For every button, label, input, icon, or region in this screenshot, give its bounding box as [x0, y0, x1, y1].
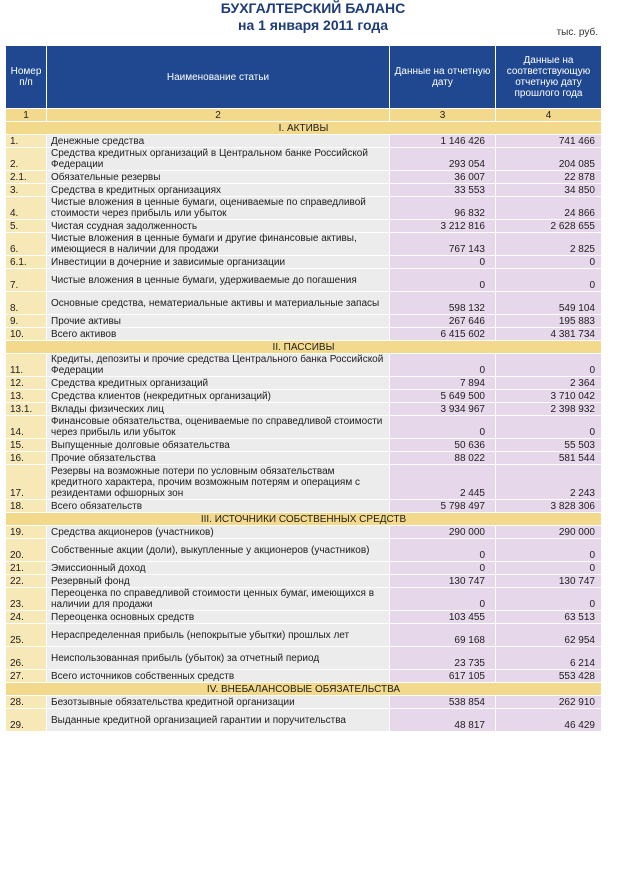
table-row	[6, 256, 602, 269]
table-row	[6, 526, 602, 539]
row-previous-value: 0	[496, 588, 602, 611]
row-current-value: 2 445	[390, 465, 496, 500]
row-previous-value: 2 628 655	[496, 220, 602, 233]
row-number: 6.	[6, 233, 47, 256]
row-name: Средства акционеров (участников)	[47, 526, 390, 539]
row-name: Обязательные резервы	[47, 171, 390, 184]
section-title: I. АКТИВЫ	[6, 122, 602, 135]
table-row	[6, 588, 602, 611]
row-number: 6.1.	[6, 256, 47, 269]
row-previous-value: 553 428	[496, 670, 602, 683]
row-number: 18.	[6, 500, 47, 513]
row-previous-value: 63 513	[496, 611, 602, 624]
row-name: Выпущенные долговые обязательства	[47, 439, 390, 452]
row-current-value: 0	[390, 416, 496, 439]
row-name: Основные средства, нематериальные активы и материальные запасы	[47, 292, 390, 315]
table-row	[6, 354, 602, 377]
row-previous-value: 130 747	[496, 575, 602, 588]
table-row	[6, 377, 602, 390]
row-previous-value: 262 910	[496, 696, 602, 709]
row-current-value: 5 798 497	[390, 500, 496, 513]
row-name: Безотзывные обязательства кредитной организации	[47, 696, 390, 709]
row-current-value: 88 022	[390, 452, 496, 465]
row-name: Собственные акции (доли), выкупленные у акционеров (участников)	[47, 539, 390, 562]
row-number: 28.	[6, 696, 47, 709]
row-name: Инвестиции в дочерние и зависимые организации	[47, 256, 390, 269]
col-number: 1	[6, 109, 47, 122]
row-previous-value: 204 085	[496, 148, 602, 171]
row-number: 23.	[6, 588, 47, 611]
section-header	[6, 122, 602, 135]
row-number: 27.	[6, 670, 47, 683]
row-number: 16.	[6, 452, 47, 465]
row-previous-value: 0	[496, 354, 602, 377]
row-number: 12.	[6, 377, 47, 390]
row-name: Резервный фонд	[47, 575, 390, 588]
header-current: Данные на отчетную дату	[390, 46, 496, 109]
row-previous-value: 0	[496, 269, 602, 292]
row-number: 10.	[6, 328, 47, 341]
row-previous-value: 2 825	[496, 233, 602, 256]
row-previous-value: 4 381 734	[496, 328, 602, 341]
row-current-value: 290 000	[390, 526, 496, 539]
row-number: 24.	[6, 611, 47, 624]
row-name: Средства в кредитных организациях	[47, 184, 390, 197]
row-previous-value: 290 000	[496, 526, 602, 539]
row-name: Нераспределенная прибыль (непокрытые убытки) прошлых лет	[47, 624, 390, 647]
table-row	[6, 135, 602, 148]
row-name: Средства клиентов (некредитных организаций)	[47, 390, 390, 403]
row-number: 9.	[6, 315, 47, 328]
row-name: Эмиссионный доход	[47, 562, 390, 575]
row-previous-value: 62 954	[496, 624, 602, 647]
row-previous-value: 0	[496, 256, 602, 269]
row-number: 25.	[6, 624, 47, 647]
row-current-value: 3 934 967	[390, 403, 496, 416]
table-row	[6, 647, 602, 670]
section-header	[6, 341, 602, 354]
row-previous-value: 0	[496, 416, 602, 439]
table-row	[6, 148, 602, 171]
row-name: Прочие активы	[47, 315, 390, 328]
row-number: 26.	[6, 647, 47, 670]
unit-label: тыс. руб.	[556, 27, 598, 38]
row-current-value: 598 132	[390, 292, 496, 315]
row-previous-value: 0	[496, 562, 602, 575]
row-previous-value: 22 878	[496, 171, 602, 184]
column-number-row	[6, 109, 602, 122]
row-previous-value: 6 214	[496, 647, 602, 670]
table-row	[6, 315, 602, 328]
section-title: II. ПАССИВЫ	[6, 341, 602, 354]
row-name: Всего активов	[47, 328, 390, 341]
table-row	[6, 670, 602, 683]
col-number: 2	[47, 109, 390, 122]
table-row	[6, 269, 602, 292]
row-current-value: 267 646	[390, 315, 496, 328]
row-previous-value: 3 828 306	[496, 500, 602, 513]
row-number: 21.	[6, 562, 47, 575]
row-name: Резервы на возможные потери по условным обязательствам кредитного характера, прочим возможным потерям и операциям с резидентами офшорных зон	[47, 465, 390, 500]
row-number: 13.1.	[6, 403, 47, 416]
row-number: 7.	[6, 269, 47, 292]
row-previous-value: 0	[496, 539, 602, 562]
row-number: 14.	[6, 416, 47, 439]
row-previous-value: 549 104	[496, 292, 602, 315]
row-previous-value: 195 883	[496, 315, 602, 328]
row-number: 2.1.	[6, 171, 47, 184]
row-name: Средства кредитных организаций в Центральном банке Российской Федерации	[47, 148, 390, 171]
table-row	[6, 500, 602, 513]
row-name: Всего обязательств	[47, 500, 390, 513]
row-number: 20.	[6, 539, 47, 562]
header-name: Наименование статьи	[47, 46, 390, 109]
table-row	[6, 197, 602, 220]
row-name: Неиспользованная прибыль (убыток) за отчетный период	[47, 647, 390, 670]
section-header	[6, 683, 602, 696]
row-previous-value: 3 710 042	[496, 390, 602, 403]
table-row	[6, 233, 602, 256]
row-name: Переоценка по справедливой стоимости ценных бумаг, имеющихся в наличии для продажи	[47, 588, 390, 611]
section-title: III. ИСТОЧНИКИ СОБСТВЕННЫХ СРЕДСТВ	[6, 513, 602, 526]
row-previous-value: 2 398 932	[496, 403, 602, 416]
row-name: Чистые вложения в ценные бумаги, оцениваемые по справедливой стоимости через прибыль или убыток	[47, 197, 390, 220]
row-current-value: 0	[390, 562, 496, 575]
table-row	[6, 696, 602, 709]
row-name: Прочие обязательства	[47, 452, 390, 465]
col-number: 3	[390, 109, 496, 122]
col-number: 4	[496, 109, 602, 122]
row-name: Вклады физических лиц	[47, 403, 390, 416]
row-number: 13.	[6, 390, 47, 403]
row-number: 15.	[6, 439, 47, 452]
table-row	[6, 611, 602, 624]
row-previous-value: 24 866	[496, 197, 602, 220]
table-row	[6, 539, 602, 562]
row-number: 11.	[6, 354, 47, 377]
row-number: 3.	[6, 184, 47, 197]
row-name: Чистые вложения в ценные бумаги, удерживаемые до погашения	[47, 269, 390, 292]
header-num: Номер п/п	[6, 46, 47, 109]
row-current-value: 96 832	[390, 197, 496, 220]
table-row	[6, 403, 602, 416]
row-name: Кредиты, депозиты и прочие средства Центрального банка Российской Федерации	[47, 354, 390, 377]
row-current-value: 0	[390, 539, 496, 562]
table-row	[6, 452, 602, 465]
table-row	[6, 439, 602, 452]
table-row	[6, 416, 602, 439]
row-number: 22.	[6, 575, 47, 588]
section-header	[6, 513, 602, 526]
row-previous-value: 46 429	[496, 709, 602, 732]
row-name: Всего источников собственных средств	[47, 670, 390, 683]
row-number: 17.	[6, 465, 47, 500]
table-row	[6, 184, 602, 197]
table-row	[6, 562, 602, 575]
table-row	[6, 171, 602, 184]
row-current-value: 6 415 602	[390, 328, 496, 341]
table-row	[6, 390, 602, 403]
row-previous-value: 581 544	[496, 452, 602, 465]
row-current-value: 1 146 426	[390, 135, 496, 148]
row-current-value: 48 817	[390, 709, 496, 732]
row-name: Выданные кредитной организацией гарантии и поручительства	[47, 709, 390, 732]
row-name: Денежные средства	[47, 135, 390, 148]
table-row	[6, 624, 602, 647]
row-current-value: 538 854	[390, 696, 496, 709]
row-previous-value: 2 243	[496, 465, 602, 500]
row-number: 5.	[6, 220, 47, 233]
row-current-value: 103 455	[390, 611, 496, 624]
table-row	[6, 292, 602, 315]
row-number: 19.	[6, 526, 47, 539]
row-number: 29.	[6, 709, 47, 732]
row-current-value: 5 649 500	[390, 390, 496, 403]
row-previous-value: 55 503	[496, 439, 602, 452]
row-current-value: 130 747	[390, 575, 496, 588]
row-number: 2.	[6, 148, 47, 171]
section-title: IV. ВНЕБАЛАНСОВЫЕ ОБЯЗАТЕЛЬСТВА	[6, 683, 602, 696]
row-current-value: 0	[390, 256, 496, 269]
row-previous-value: 741 466	[496, 135, 602, 148]
row-current-value: 33 553	[390, 184, 496, 197]
row-previous-value: 34 850	[496, 184, 602, 197]
row-current-value: 767 143	[390, 233, 496, 256]
row-current-value: 617 105	[390, 670, 496, 683]
row-current-value: 36 007	[390, 171, 496, 184]
row-current-value: 0	[390, 588, 496, 611]
row-current-value: 69 168	[390, 624, 496, 647]
title-line1: БУХГАЛТЕРСКИЙ БАЛАНС	[220, 0, 406, 16]
row-name: Чистые вложения в ценные бумаги и другие финансовые активы, имеющиеся в наличии для продажи	[47, 233, 390, 256]
table-row	[6, 465, 602, 500]
row-current-value: 7 894	[390, 377, 496, 390]
row-current-value: 23 735	[390, 647, 496, 670]
row-previous-value: 2 364	[496, 377, 602, 390]
header-previous: Данные на соответствующую отчетную дату прошлого года	[496, 46, 602, 109]
row-number: 8.	[6, 292, 47, 315]
row-current-value: 0	[390, 269, 496, 292]
table-row	[6, 328, 602, 341]
row-number: 4.	[6, 197, 47, 220]
row-current-value: 0	[390, 354, 496, 377]
row-name: Финансовые обязательства, оцениваемые по справедливой стоимости через прибыль или убыток	[47, 416, 390, 439]
row-current-value: 3 212 816	[390, 220, 496, 233]
row-number: 1.	[6, 135, 47, 148]
balance-table	[5, 45, 602, 732]
table-row	[6, 220, 602, 233]
table-row	[6, 575, 602, 588]
row-name: Переоценка основных средств	[47, 611, 390, 624]
row-current-value: 293 054	[390, 148, 496, 171]
title-line2: на 1 января 2011 года	[237, 17, 388, 33]
row-current-value: 50 636	[390, 439, 496, 452]
row-name: Чистая ссудная задолженность	[47, 220, 390, 233]
row-name: Средства кредитных организаций	[47, 377, 390, 390]
table-row	[6, 709, 602, 732]
